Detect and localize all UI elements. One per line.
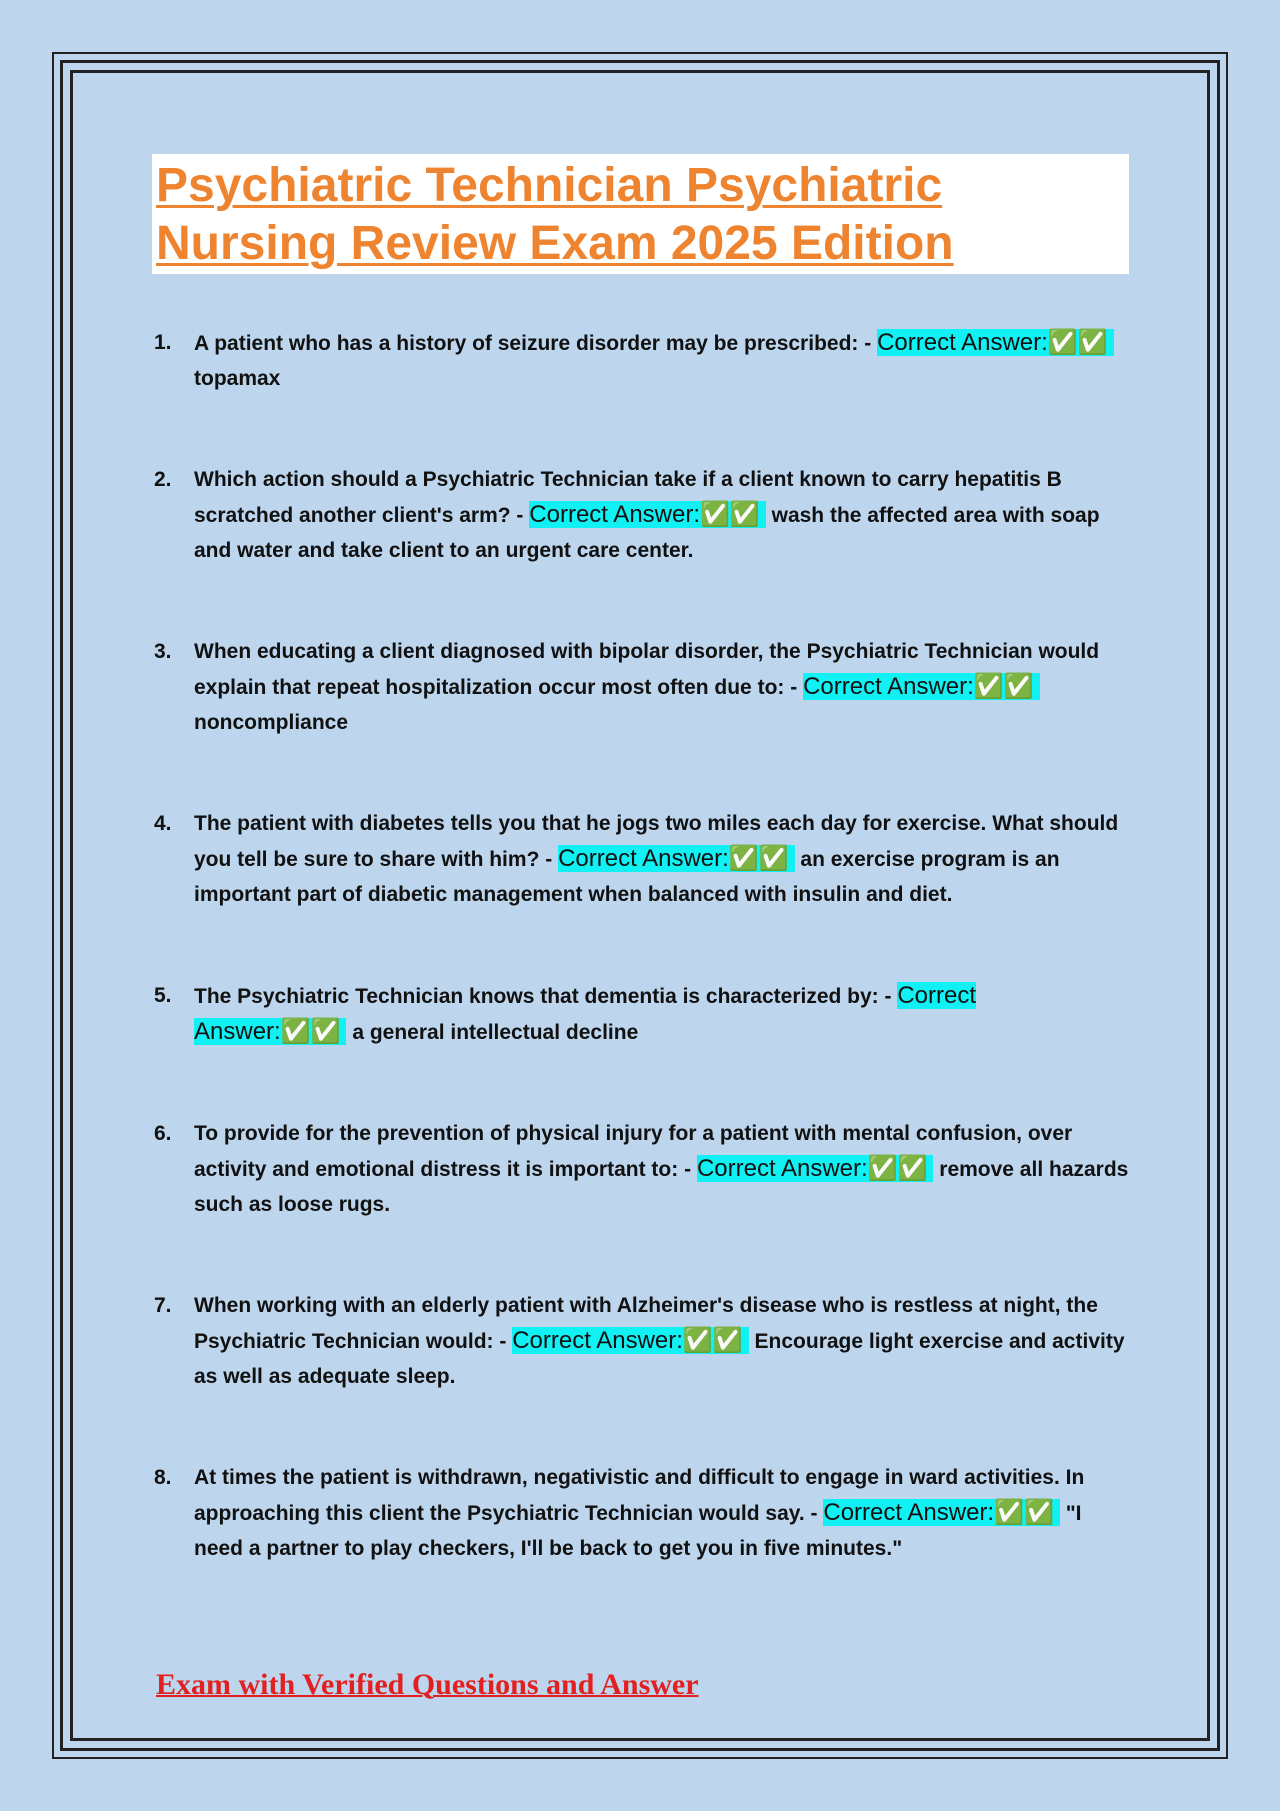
question-text: When educating a client diagnosed with bipolar disorder, the Psychiatric Technician would explain that repeat hospitalization occur most often due to: - — [194, 640, 1100, 699]
question-item — [154, 1288, 1130, 1394]
question-text: A patient who has a history of seizure disorder may be prescribed: - — [194, 332, 872, 355]
question-list — [154, 325, 1130, 1566]
question-text: Which action should a Psychiatric Technician take if a client known to carry hepatitis B scratched another client's arm? - — [194, 468, 1062, 527]
answer-text: noncompliance — [194, 711, 349, 734]
question-number: 4. — [154, 812, 172, 835]
question-text: When working with an elderly patient with Alzheimer's disease who is restless at night, the Psychiatric Technician would: - — [194, 1294, 1098, 1353]
correct-answer-label: Correct Answer:✅✅ — [697, 1155, 933, 1182]
question-item — [154, 325, 1130, 396]
question-number: 3. — [154, 640, 172, 663]
answer-text: wash the affected area with soap and water and take client to an urgent care center. — [194, 504, 1100, 562]
correct-answer-label: Correct Answer:✅✅ — [823, 1499, 1059, 1526]
footer-tagline: Exam with Verified Questions and Answer — [156, 1668, 699, 1701]
question-text: At times the patient is withdrawn, negativistic and difficult to engage in ward activities. In approaching this client the Psychiatric Technician would say. - — [194, 1466, 1085, 1525]
question-number: 1. — [154, 331, 172, 354]
answer-text: remove all hazards such as loose rugs. — [194, 1158, 1129, 1216]
correct-answer-label: Correct Answer:✅✅ — [558, 845, 794, 872]
question-number: 7. — [154, 1294, 172, 1317]
question-item — [154, 978, 1130, 1050]
question-number: 5. — [154, 984, 172, 1007]
question-number: 2. — [154, 468, 172, 491]
correct-answer-label: Correct Answer:✅✅ — [512, 1327, 748, 1354]
correct-answer-label: Correct Answer:✅✅ — [529, 501, 765, 528]
correct-answer-label: Correct Answer:✅✅ — [194, 982, 977, 1045]
question-item — [154, 806, 1130, 912]
question-text: To provide for the prevention of physical injury for a patient with mental confusion, over activity and emotional distress it is important to: - — [194, 1122, 1073, 1181]
correct-answer-label: Correct Answer:✅✅ — [803, 673, 1039, 700]
answer-text: an exercise program is an important part of diabetic management when balanced with insulin and diet. — [194, 848, 1060, 906]
question-item — [154, 1116, 1130, 1222]
question-item — [154, 1460, 1130, 1566]
answer-text: Encourage light exercise and activity as well as adequate sleep. — [194, 1330, 1125, 1388]
question-item — [154, 634, 1130, 740]
answer-text: topamax — [194, 367, 281, 390]
question-text: The patient with diabetes tells you that he jogs two miles each day for exercise. What should you tell be sure to share with him? - — [194, 812, 1119, 871]
question-number: 6. — [154, 1122, 172, 1145]
question-number: 8. — [154, 1466, 172, 1489]
correct-answer-label: Correct Answer:✅✅ — [877, 329, 1113, 356]
question-item — [154, 462, 1130, 568]
answer-text: a general intellectual decline — [352, 1021, 639, 1044]
page-title: Psychiatric Technician Psychiatric Nursing Review Exam 2025 Edition — [156, 159, 954, 270]
question-text: The Psychiatric Technician knows that dementia is characterized by: - — [194, 985, 892, 1008]
answer-text: "I need a partner to play checkers, I'll be back to get you in five minutes." — [194, 1502, 1082, 1560]
